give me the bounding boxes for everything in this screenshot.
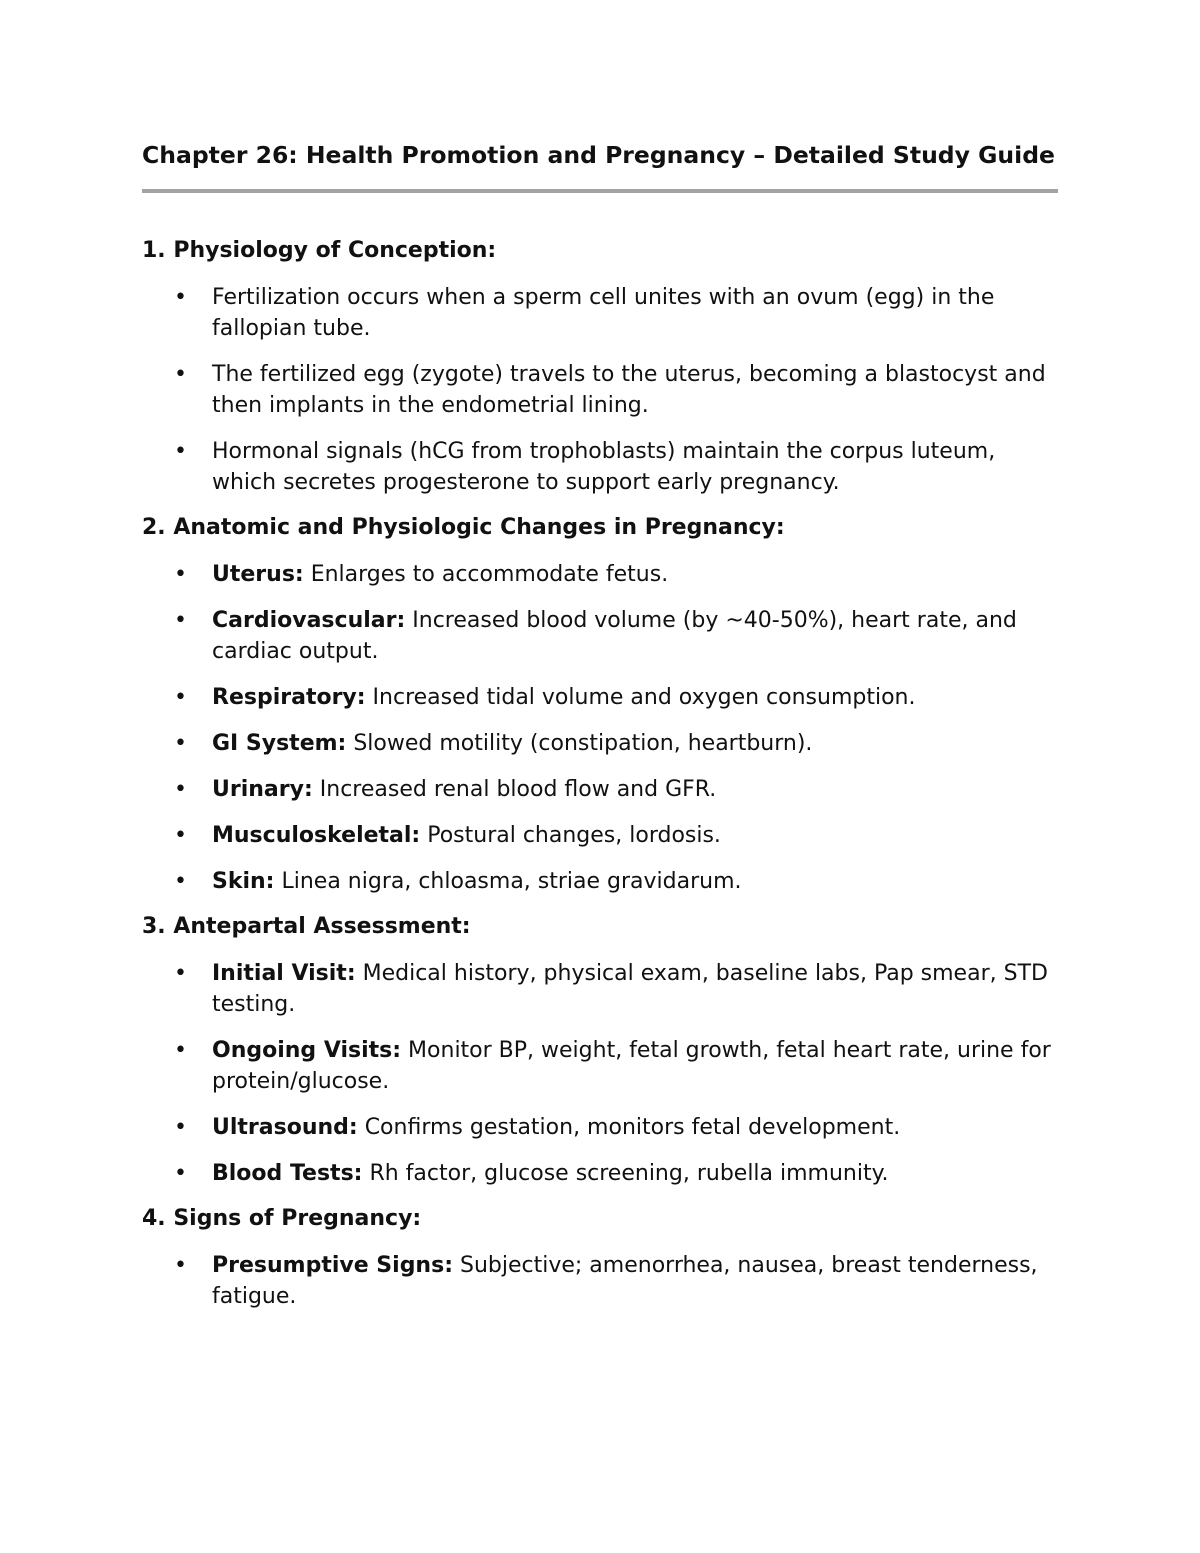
list-item (142, 436, 1060, 498)
section-heading: 2. Anatomic and Physiologic Changes in Pregnancy: (142, 515, 785, 540)
item-term: GI System: (212, 731, 347, 756)
item-text: Linea nigra, chloasma, striae gravidarum. (274, 869, 742, 894)
bullet-icon: • (174, 1161, 187, 1186)
item-text: Rh factor, glucose screening, rubella immunity. (362, 1161, 889, 1186)
list-item (142, 774, 1060, 805)
item-text: Medical history, physical exam, baseline labs, Pap smear, STD testing. (212, 961, 1048, 1017)
list-item (142, 682, 1060, 713)
list-item (142, 605, 1060, 667)
item-term: Ongoing Visits: (212, 1038, 402, 1063)
document-body (142, 235, 1060, 1312)
bullet-icon: • (174, 362, 187, 387)
item-term: Presumptive Signs: (212, 1253, 453, 1278)
bullet-icon: • (174, 777, 187, 802)
item-term: Uterus: (212, 562, 304, 587)
item-term: Ultrasound: (212, 1115, 358, 1140)
list-item (142, 559, 1060, 590)
bullet-icon: • (174, 1038, 187, 1063)
item-term: Cardiovascular: (212, 608, 406, 633)
bullet-icon: • (174, 562, 187, 587)
item-text: The fertilized egg (zygote) travels to the uterus, becoming a blastocyst and then implants in the endometrial lining. (212, 362, 1046, 418)
item-text: Increased renal blood flow and GFR. (312, 777, 717, 802)
item-term: Blood Tests: (212, 1161, 363, 1186)
list-item (142, 1112, 1060, 1143)
bullet-list (142, 958, 1060, 1189)
item-term: Respiratory: (212, 685, 366, 710)
bullet-icon: • (174, 1115, 187, 1140)
bullet-list (142, 282, 1060, 498)
item-text: Confirms gestation, monitors fetal development. (357, 1115, 901, 1140)
bullet-icon: • (174, 823, 187, 848)
item-text: Fertilization occurs when a sperm cell unites with an ovum (egg) in the fallopian tube. (212, 285, 995, 341)
item-text: Increased tidal volume and oxygen consumption. (365, 685, 916, 710)
item-text: Slowed motility (constipation, heartburn). (346, 731, 813, 756)
list-item (142, 958, 1060, 1020)
list-item (142, 1158, 1060, 1189)
bullet-list (142, 559, 1060, 897)
list-item (142, 728, 1060, 759)
list-item (142, 820, 1060, 851)
item-text: Enlarges to accommodate fetus. (303, 562, 669, 587)
section-heading: 1. Physiology of Conception: (142, 238, 497, 263)
bullet-icon: • (174, 439, 187, 464)
section-heading: 4. Signs of Pregnancy: (142, 1206, 422, 1231)
item-text: Increased blood volume (by ~40-50%), heart rate, and cardiac output. (212, 608, 1017, 664)
bullet-icon: • (174, 608, 187, 633)
list-item (142, 1250, 1060, 1312)
list-item (142, 282, 1060, 344)
bullet-icon: • (174, 731, 187, 756)
bullet-icon: • (174, 869, 187, 894)
item-term: Skin: (212, 869, 275, 894)
item-term: Musculoskeletal: (212, 823, 421, 848)
section-heading: 3. Antepartal Assessment: (142, 914, 471, 939)
item-term: Urinary: (212, 777, 313, 802)
list-item (142, 1035, 1060, 1097)
item-text: Postural changes, lordosis. (420, 823, 721, 848)
title-divider (142, 189, 1058, 193)
bullet-list (142, 1250, 1060, 1312)
bullet-icon: • (174, 1253, 187, 1278)
bullet-icon: • (174, 285, 187, 310)
list-item (142, 359, 1060, 421)
item-text: Subjective; amenorrhea, nausea, breast tenderness, fatigue. (212, 1253, 1038, 1309)
item-text: Hormonal signals (hCG from trophoblasts) maintain the corpus luteum, which secretes progesterone to support early pregnancy. (212, 439, 996, 495)
bullet-icon: • (174, 685, 187, 710)
list-item (142, 866, 1060, 897)
item-term: Initial Visit: (212, 961, 356, 986)
item-text: Monitor BP, weight, fetal growth, fetal heart rate, urine for protein/glucose. (212, 1038, 1051, 1094)
document-title: Chapter 26: Health Promotion and Pregnancy – Detailed Study Guide (142, 141, 1055, 169)
bullet-icon: • (174, 961, 187, 986)
